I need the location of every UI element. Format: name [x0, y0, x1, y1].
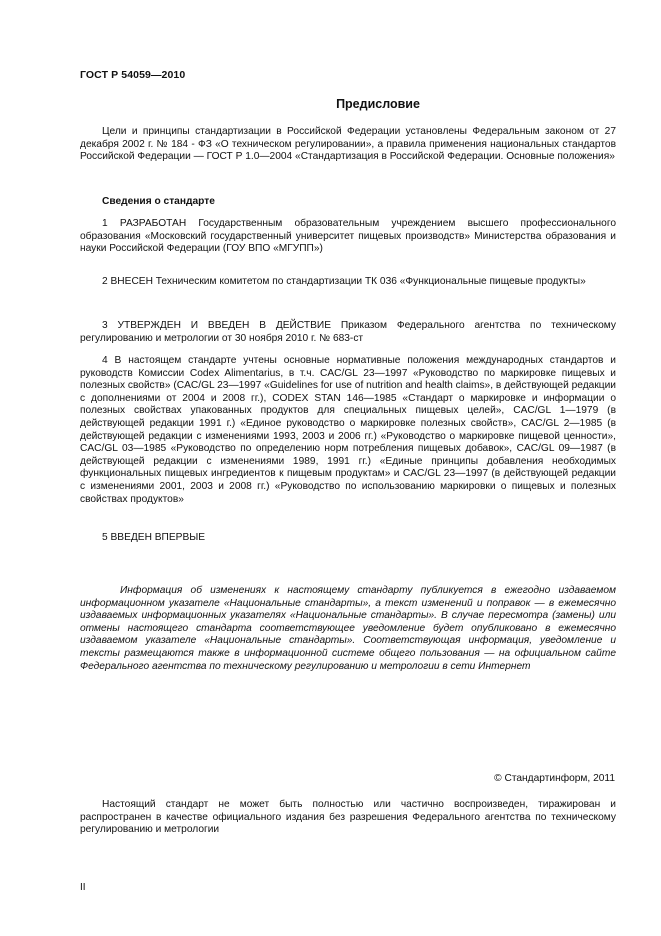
page-number: II [80, 882, 86, 893]
item-approved: 3 УТВЕРЖДЕН И ВВЕДЕН В ДЕЙСТВИЕ Приказом Федерального агентства по техническому регулированию и метрологии от 30 ноября 2010 г. № 683-ст [80, 320, 616, 344]
document-header-id: ГОСТ Р 54059—2010 [80, 69, 186, 81]
page-title: Предисловие [336, 97, 420, 111]
copyright-line: © Стандартинформ, 2011 [494, 773, 615, 784]
intro-paragraph: Цели и принципы стандартизации в Российской Федерации установлены Федеральным законом от 27 декабря 2002 г. № 184 - ФЗ «О техническом регулировании», а правила применения национальных стандартов Российской Федерации — ГОСТ Р 1.0—2004 «Стандартизация в Российской Федерации. Основные положения» [80, 126, 616, 163]
item-first-introduced: 5 ВВЕДЕН ВПЕРВЫЕ [102, 532, 206, 543]
section-subheading: Сведения о стандарте [102, 196, 215, 207]
item-introduced-by: 2 ВНЕСЕН Техническим комитетом по стандартизации ТК 036 «Функциональные пищевые продукты» [102, 276, 586, 287]
item-developed: 1 РАЗРАБОТАН Государственным образовательным учреждением высшего профессионального образования «Московский государственный университет пищевых производств» Министерства образования и науки Российской Федерации (ГОУ ВПО «МГУПП») [80, 218, 616, 255]
item-international-standards: 4 В настоящем стандарте учтены основные нормативные положения международных стандартов и руководств Комиссии Codex Alimentarius, в т.ч. CAC/GL 23—1997 «Руководство по маркировке пищевых и полезных свойств» (CAC/GL 23—1997 «Guidelines for use of nutrition and health claims», в действующей редакции с дополнениями от 2004 и 2008 гг.), CODEX STAN 146—1985 «Стандарт о маркировке и информации о полезных свойствах упакованных продуктов для специальных пищевых целей», CAC/GL 1—1979 (в действующей редакции 1991 г.) «Единое руководство о маркировке полезных свойств», CAC/GL 2—1985 (в действующей редакции с изменениями 1993, 2003 и 2006 гг.) «Руководство о маркировке пищевой ценности», CAC/GL 03—1985 «Руководство по определению норм потребления пищевых добавок», CAC/GL 09—1987 (в действующей редакции с изменениями 1989, 1991 гг.) «Единые принципы добавления необходимых функциональных пищевых ингредиентов к пищевым продуктам» и CAC/GL 23—1997 (в действующей редакции с изменениями 2001, 2003 и 2008 гг.) «Руководство по использованию маркировки о пищевых и полезных свойствах продуктов» [80, 355, 616, 505]
changes-info-notice: Информация об изменениях к настоящему стандарту публикуется в ежегодно издаваемом информационном указателе «Национальные стандарты», а текст изменений и поправок — в ежемесячно издаваемых информационных указателях «Национальные стандарты». В случае пересмотра (замены) или отмены настоящего стандарта соответствующее уведомление будет опубликовано в ежемесячно издаваемом указателе «Национальные стандарты». Соответствующая информация, уведомление и тексты размещаются также в информационной системе общего пользования — на официальном сайте Федерального агентства по техническому регулированию и метрологии в сети Интернет [80, 585, 616, 672]
reproduction-notice: Настоящий стандарт не может быть полностью или частично воспроизведен, тиражирован и распространен в качестве официального издания без разрешения Федерального агентства по техническому регулированию и метрологии [80, 799, 616, 836]
